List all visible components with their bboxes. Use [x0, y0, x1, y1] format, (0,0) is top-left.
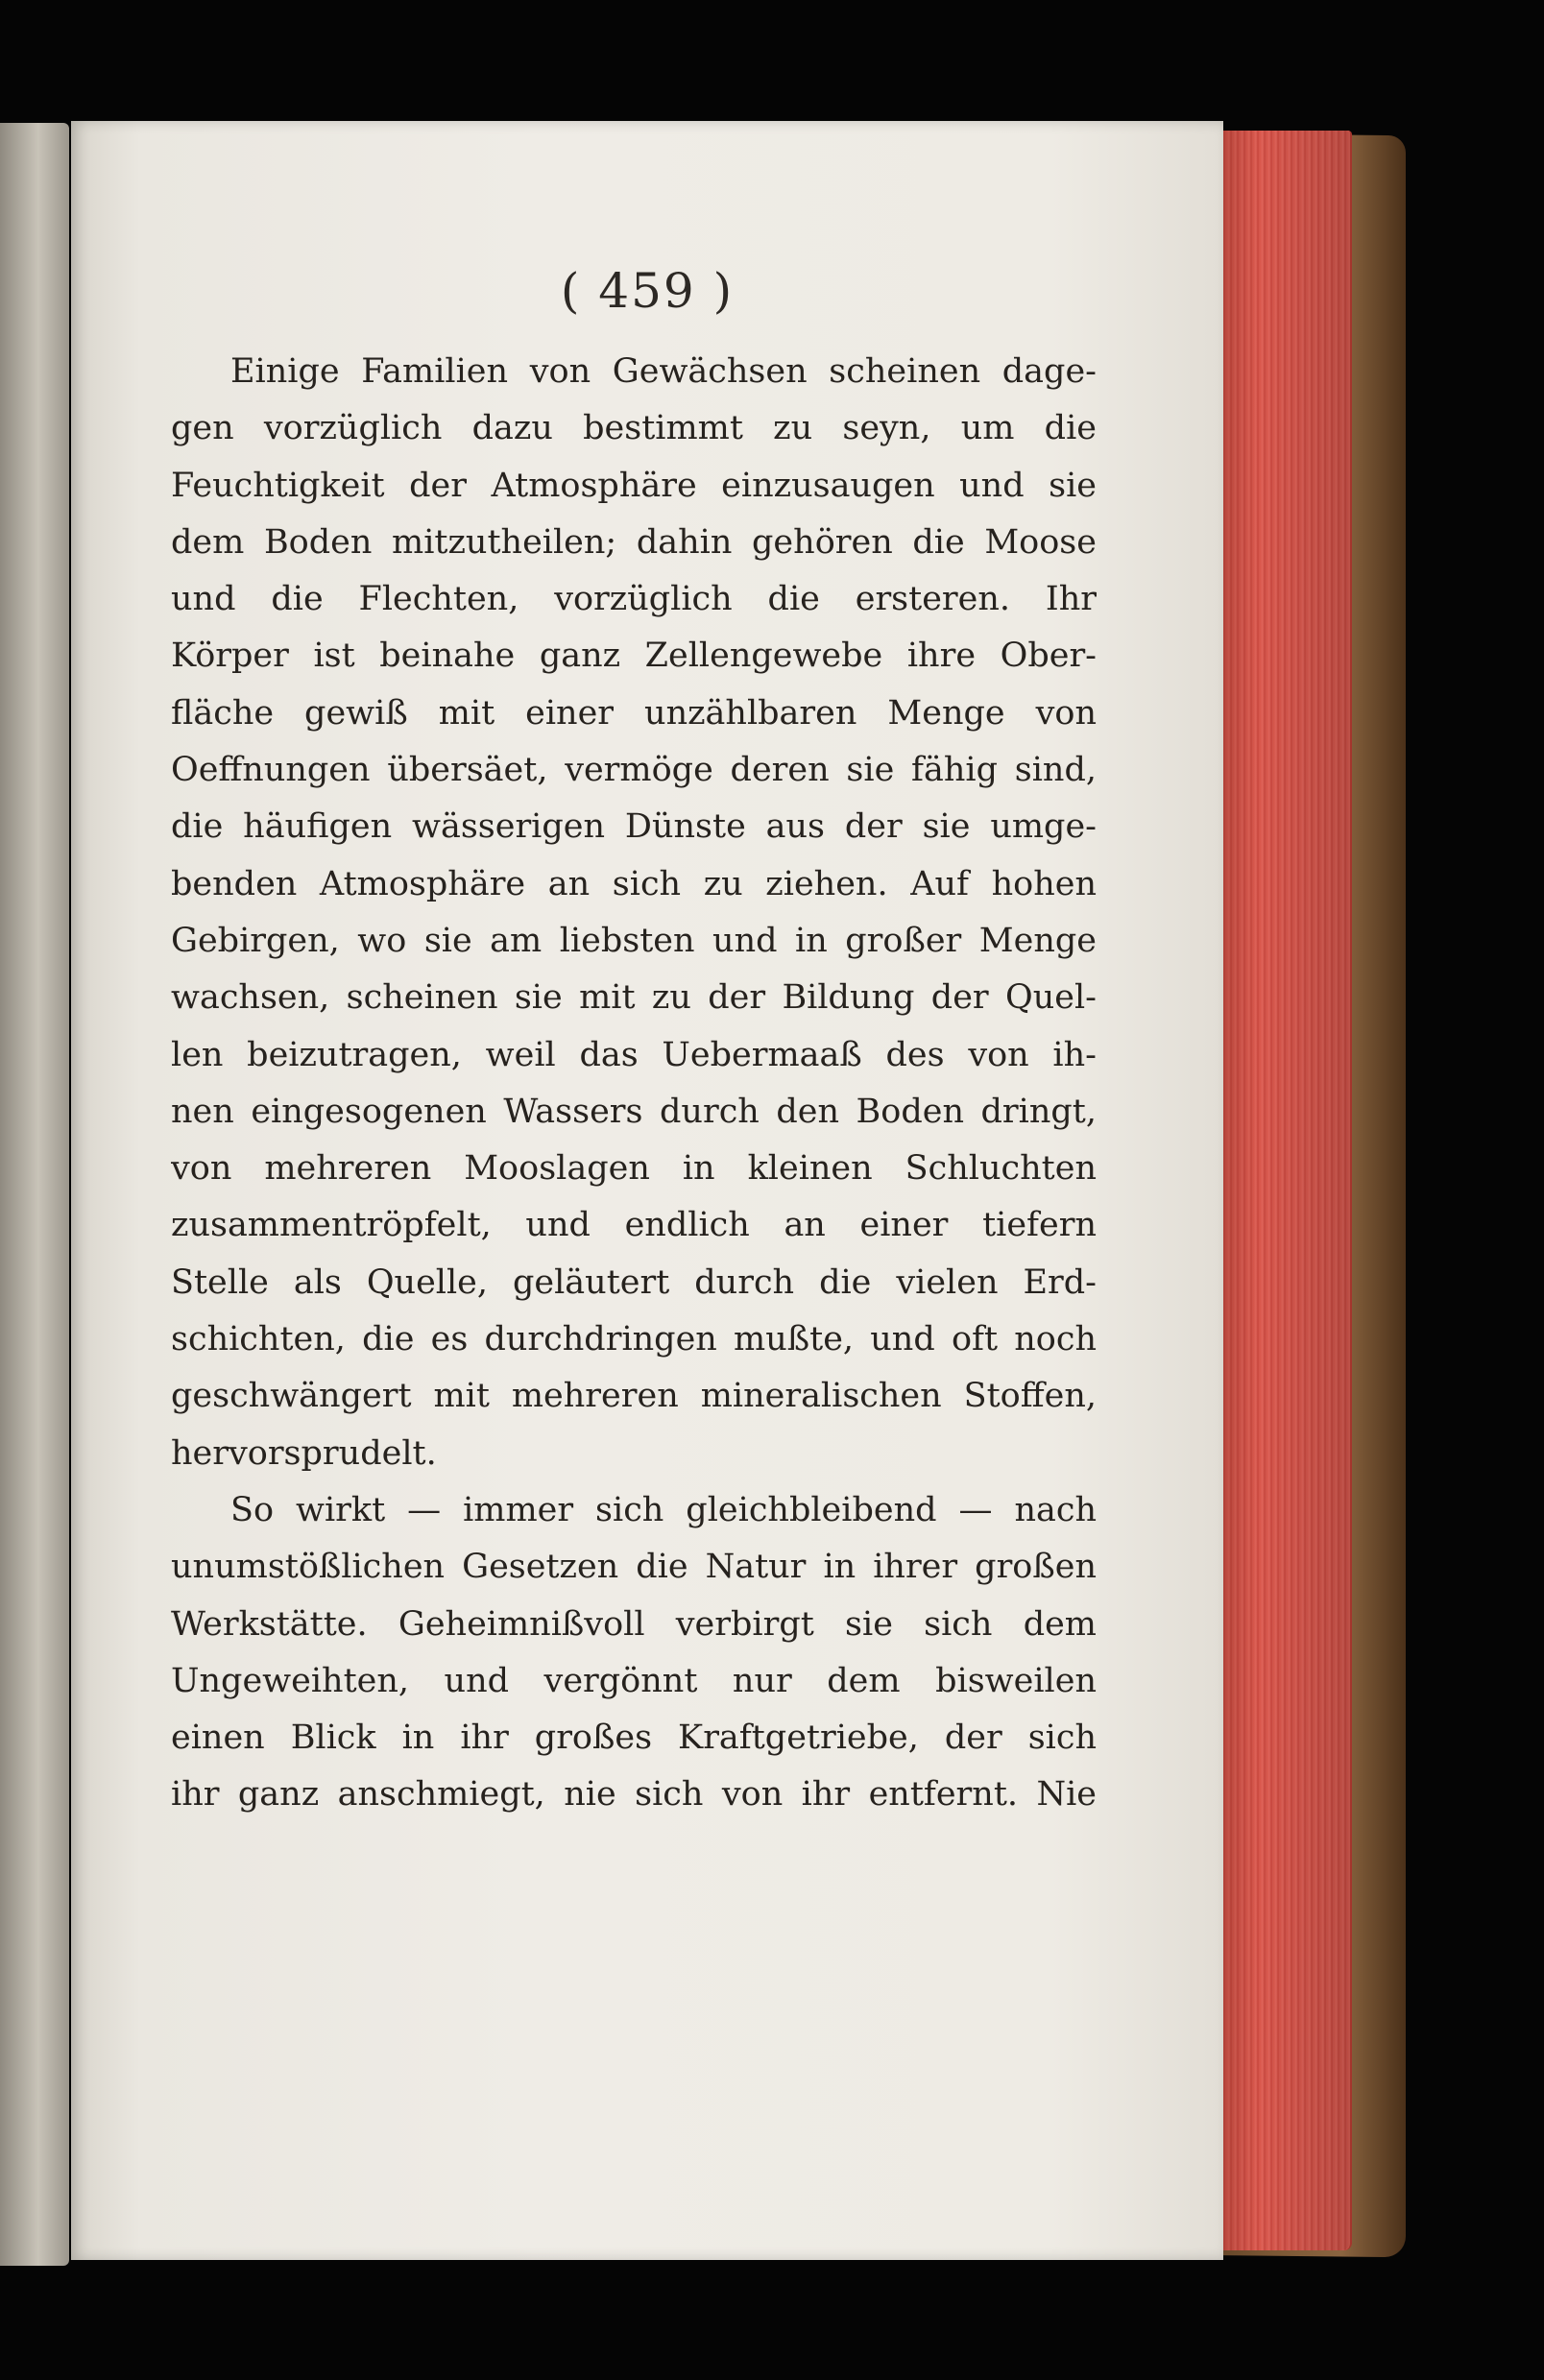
page-number: ( 459 )	[560, 263, 735, 319]
text-line: schichten, die es durchdringen mußte, und oft noch	[171, 1320, 1097, 1359]
text-line: ihr ganz anschmiegt, nie sich von ihr entfernt. Nie	[171, 1775, 1097, 1815]
text-line: Stelle als Quelle, geläutert durch die vielen Erd-	[171, 1262, 1097, 1302]
page-edges-shading	[1219, 131, 1350, 2250]
body-text	[171, 344, 1097, 1824]
book-page	[71, 121, 1223, 2260]
text-line: len beizutragen, weil das Uebermaaß des von ih-	[171, 1035, 1097, 1074]
text-line: Einige Familien von Gewächsen scheinen dage-	[230, 352, 1097, 391]
text-line: dem Boden mitzutheilen; dahin gehören die Moose	[171, 522, 1097, 562]
text-line: unumstößlichen Gesetzen die Natur in ihrer großen	[171, 1548, 1097, 1587]
text-line: geschwängert mit mehreren mineralischen Stoffen,	[171, 1377, 1097, 1416]
text-line: fläche gewiß mit einer unzählbaren Menge von	[171, 693, 1097, 733]
text-line: einen Blick in ihr großes Kraftgetriebe, der sich	[171, 1719, 1097, 1758]
text-line: Gebirgen, wo sie am liebsten und in großer Menge	[171, 921, 1097, 960]
facing-page-edge	[0, 123, 69, 2266]
text-line: nen eingesogenen Wassers durch den Boden dringt,	[171, 1092, 1097, 1131]
text-line: Feuchtigkeit der Atmosphäre einzusaugen und sie	[171, 466, 1097, 505]
text-line: hervorsprudelt.	[171, 1433, 437, 1473]
text-line: gen vorzüglich dazu bestimmt zu seyn, um die	[171, 409, 1097, 448]
text-line: wachsen, scheinen sie mit zu der Bildung der Quel-	[171, 978, 1097, 1018]
text-line: Werkstätte. Geheimnißvoll verbirgt sie sich dem	[171, 1604, 1097, 1644]
text-line: von mehreren Mooslagen in kleinen Schluchten	[171, 1149, 1097, 1189]
text-line: benden Atmosphäre an sich zu ziehen. Auf hohen	[171, 864, 1097, 903]
text-line: So wirkt — immer sich gleichbleibend — nach	[230, 1490, 1097, 1529]
text-line: die häufigen wässerigen Dünste aus der sie umge-	[171, 807, 1097, 847]
text-line: Körper ist beinahe ganz Zellengewebe ihre Ober-	[171, 637, 1097, 676]
text-line: Ungeweihten, und vergönnt nur dem bisweilen	[171, 1661, 1097, 1700]
text-line: Oeffnungen übersäet, vermöge deren sie fähig sind,	[171, 751, 1097, 790]
text-line: zusammentröpfelt, und endlich an einer tiefern	[171, 1206, 1097, 1245]
text-line: und die Flechten, vorzüglich die ersteren. Ihr	[171, 580, 1097, 619]
